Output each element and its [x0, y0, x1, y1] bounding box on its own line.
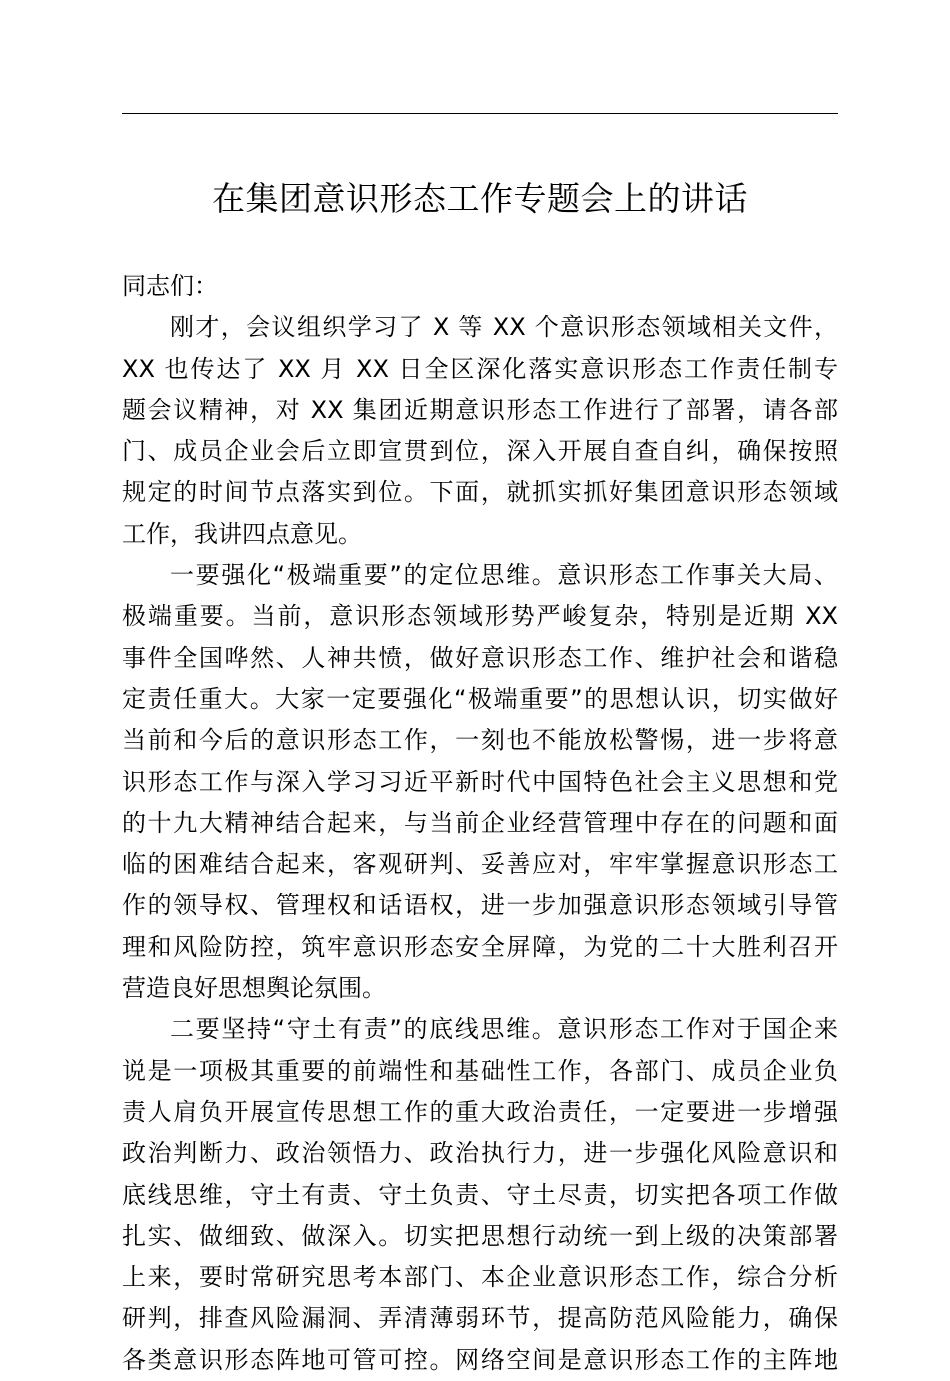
text-line: 工作，我讲四点意见。 [122, 519, 362, 548]
text-line: 当前和今后的意识形态工作，一刻也不能放松警惕，进一步将意 [122, 726, 838, 755]
paragraph-2 [122, 555, 838, 1009]
text-line: 二要坚持“守土有责”的底线思维。意识形态工作对于国企来 [170, 1015, 838, 1044]
text-line: 上来，要时常研究思考本部门、本企业意识形态工作，综合分析 [122, 1263, 838, 1292]
paragraph-1 [122, 307, 838, 555]
document-body [122, 266, 838, 1381]
text-line: 刚才，会议组织学习了 X 等 XX 个意识形态领域相关文件， [170, 313, 838, 342]
text-line: 研判，排查风险漏洞、弄清薄弱环节，提高防范风险能力，确保 [122, 1304, 838, 1333]
header-rule [122, 113, 838, 114]
text-line: 定责任重大。大家一定要强化“极端重要”的思想认识，切实做好 [122, 684, 838, 713]
text-line: 说是一项极其重要的前端性和基础性工作，各部门、成员企业负 [122, 1056, 838, 1085]
text-line: 临的困难结合起来，客观研判、妥善应对，牢牢掌握意识形态工 [122, 850, 838, 879]
text-line: 事件全国哗然、人神共愤，做好意识形态工作、维护社会和谐稳 [122, 643, 838, 672]
text-line: 门、成员企业会后立即宣贯到位，深入开展自查自纠，确保按照 [122, 437, 838, 466]
text-line: 作的领导权、管理权和话语权，进一步加强意识形态领域引导管 [122, 891, 838, 920]
text-line: 理和风险防控，筑牢意识形态安全屏障，为党的二十大胜利召开 [122, 932, 838, 961]
text-line: 扎实、做细致、做深入。切实把思想行动统一到上级的决策部署 [122, 1221, 838, 1250]
text-line: 的十九大精神结合起来，与当前企业经营管理中存在的问题和面 [122, 808, 838, 837]
text-line: 底线思维，守土有责、守土负责、守土尽责，切实把各项工作做 [122, 1180, 838, 1209]
text-line: XX 也传达了 XX 月 XX 日全区深化落实意识形态工作责任制专 [122, 354, 838, 383]
text-line: 一要强化“极端重要”的定位思维。意识形态工作事关大局、 [170, 561, 838, 590]
salutation: 同志们： [122, 272, 218, 300]
text-line: 责人肩负开展宣传思想工作的重大政治责任，一定要进一步增强 [122, 1097, 838, 1126]
text-line: 规定的时间节点落实到位。下面，就抓实抓好集团意识形态领域 [122, 478, 838, 507]
text-line: 极端重要。当前，意识形态领域形势严峻复杂，特别是近期 XX [122, 602, 838, 631]
paragraph-3 [122, 1009, 838, 1381]
text-line: 各类意识形态阵地可管可控。网络空间是意识形态工作的主阵地 [122, 1345, 838, 1374]
text-line: 政治判断力、政治领悟力、政治执行力，进一步强化风险意识和 [122, 1139, 838, 1168]
text-line: 营造良好思想舆论氛围。 [122, 974, 386, 1003]
text-line: 识形态工作与深入学习习近平新时代中国特色社会主义思想和党 [122, 767, 838, 796]
text-line: 题会议精神，对 XX 集团近期意识形态工作进行了部署，请各部 [122, 395, 838, 424]
document-title: 在集团意识形态工作专题会上的讲话 [212, 179, 748, 218]
